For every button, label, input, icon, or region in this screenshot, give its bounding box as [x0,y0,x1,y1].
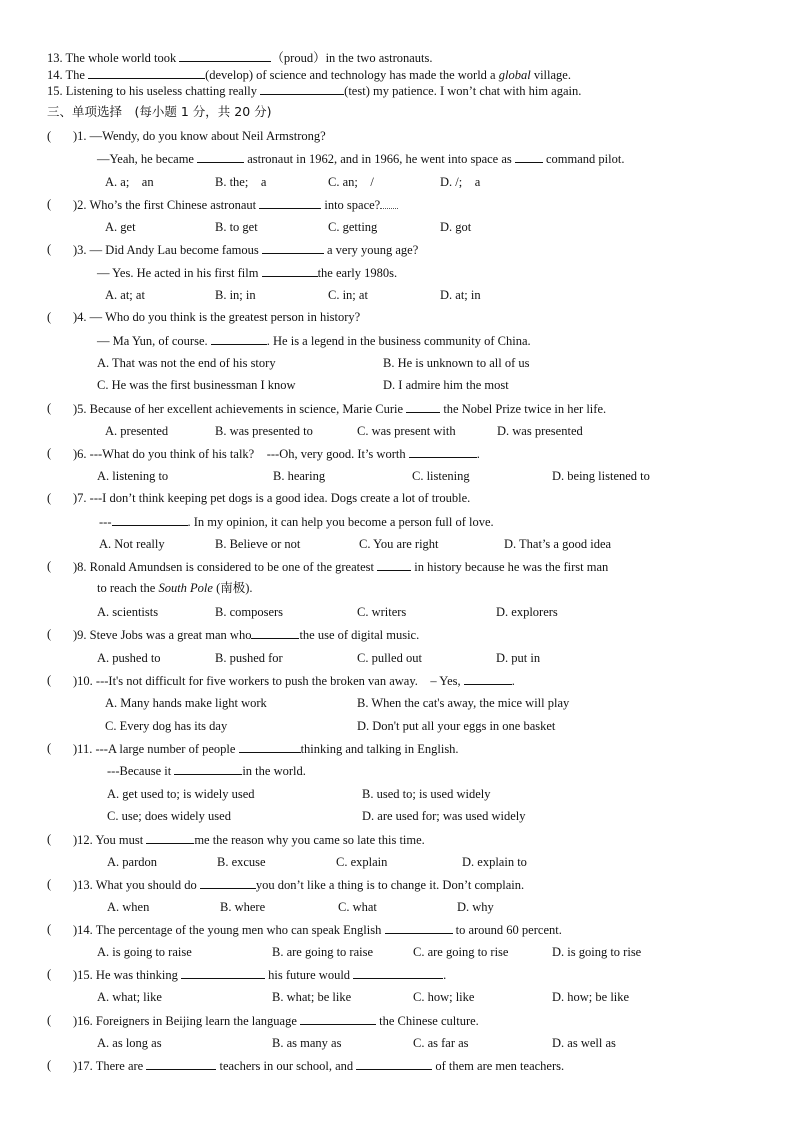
section-title: 三、单项选择 (每小题 1 分，共 20 分) [47,104,272,119]
option-a[interactable]: A. scientists [97,605,159,619]
question-8-line2 [97,580,253,596]
question-5 [73,400,606,417]
question-text: the Chinese culture. [379,1014,479,1028]
question-8 [73,558,608,575]
option-b[interactable]: B. where [220,900,266,914]
option-a[interactable]: A. presented [105,424,169,438]
question-text: . He is a legend in the business community of China. [266,334,531,348]
question-text: Ronald Amundsen is considered to be one of the greatest [89,560,374,574]
option-c[interactable]: C. as far as [413,1036,469,1050]
option-d[interactable]: D. is going to rise [552,945,642,959]
option-d[interactable]: D. why [457,900,494,914]
option-b[interactable]: B. excuse [217,855,266,869]
option-d[interactable]: D. being listened to [552,469,650,483]
option-c[interactable]: C. He was the first businessman I know [97,378,296,392]
option-a[interactable]: A. listening to [97,469,169,483]
answer-paren[interactable]: ( [47,242,52,256]
question-1-line2 [97,150,624,167]
option-a[interactable]: A. pardon [107,855,157,869]
question-17 [73,1057,564,1074]
dotted-mark [380,198,398,209]
option-d[interactable]: D. as well as [552,1036,616,1050]
answer-paren[interactable]: ( [47,491,52,505]
option-b[interactable]: B. as many as [272,1036,342,1050]
option-a[interactable]: A. when [107,900,150,914]
option-b[interactable]: B. was presented to [215,424,313,438]
answer-blank[interactable] [179,49,271,62]
option-c[interactable]: C. explain [336,855,388,869]
italic-term: South Pole [158,581,213,595]
item-number: 15. [47,84,63,98]
option-d[interactable]: D. got [440,220,472,234]
option-b[interactable]: B. are going to raise [272,945,374,959]
answer-paren[interactable]: ( [47,967,52,981]
answer-paren[interactable]: ( [47,922,52,936]
option-d[interactable]: D. explain to [462,855,527,869]
answer-paren[interactable]: ( [47,401,52,415]
question-text: of them are men teachers. [435,1059,565,1073]
option-c[interactable]: C. how; like [413,990,475,1004]
question-number: )17. [73,1059,93,1073]
question-text: — Ma Yun, of course. [97,334,208,348]
question-text: ---Because it [107,764,172,778]
question-text: . [476,447,480,461]
question-text: to reach the [97,581,156,595]
option-a[interactable]: A. is going to raise [97,945,192,959]
fill-line-15 [47,82,581,99]
option-b[interactable]: B. composers [215,605,284,619]
question-text: Steve Jobs was a great man who [89,628,252,642]
option-c[interactable]: C. Every dog has its day [105,719,228,733]
answer-blank[interactable] [259,196,321,209]
item-text: village. [533,68,571,82]
answer-blank[interactable] [262,241,324,254]
answer-paren[interactable]: ( [47,832,52,846]
question-number: )11. [73,742,93,756]
option-b[interactable]: B. what; be like [272,990,352,1004]
answer-blank[interactable] [112,513,188,526]
question-text: Who’s the first Chinese astronaut [89,198,257,212]
question-text: in history because he was the first man [414,560,609,574]
question-6 [73,445,480,462]
option-c[interactable]: C. You are right [359,537,439,551]
question-text: the Nobel Prize twice in her life. [443,402,607,416]
option-c[interactable]: C. an; / [328,175,374,189]
option-b[interactable]: B. used to; is used widely [362,787,491,801]
item-text: (test) my patience. I won’t chat with him again. [344,84,582,98]
option-a[interactable]: A. get [105,220,136,234]
option-d[interactable]: D. I admire him the most [383,378,509,392]
option-d[interactable]: D. how; be like [552,990,630,1004]
question-number: )12. [73,833,93,847]
answer-blank[interactable] [174,762,242,775]
option-c[interactable]: C. are going to rise [413,945,509,959]
question-text: (南极). [216,581,253,595]
option-a[interactable]: A. Many hands make light work [105,696,267,710]
question-text: --- [99,515,112,529]
answer-blank[interactable] [239,740,301,753]
question-text: . In my opinion, it can help you become a person full of love. [187,515,494,529]
question-text: astronaut in 1962, and in 1966, he went into space as [247,152,512,166]
answer-paren[interactable]: ( [47,310,52,324]
answer-blank[interactable] [197,150,244,163]
answer-blank[interactable] [356,1057,432,1070]
answer-blank[interactable] [353,966,443,979]
answer-blank[interactable] [260,82,344,95]
option-c[interactable]: C. getting [328,220,378,234]
question-15 [73,966,446,983]
item-text: （proud）in the two astronauts. [271,51,433,65]
answer-paren[interactable]: ( [47,129,52,143]
question-11-line2 [107,762,306,779]
option-c[interactable]: C. in; at [328,288,368,302]
answer-blank[interactable] [146,1057,216,1070]
question-number: )15. [73,968,93,982]
question-text: me the reason why you came so late this time. [194,833,425,847]
question-number: )10. [73,674,93,688]
option-a[interactable]: A. That was not the end of his story [97,356,276,370]
question-10 [73,672,515,689]
option-a[interactable]: A. pushed to [97,651,161,665]
option-d[interactable]: D. explorers [496,605,558,619]
answer-paren[interactable]: ( [47,627,52,641]
question-text: Foreigners in Beijing learn the language [95,1014,297,1028]
answer-blank[interactable] [88,66,205,79]
question-number: )16. [73,1014,93,1028]
question-text: —Wendy, do you know about Neil Armstrong? [89,129,326,143]
answer-blank[interactable] [251,626,299,639]
option-b[interactable]: B. in; in [215,288,256,302]
option-d[interactable]: D. was presented [497,424,583,438]
question-text: a very young age? [326,243,419,257]
question-text: in the world. [242,764,306,778]
option-b[interactable]: B. He is unknown to all of us [383,356,530,370]
question-number: )9. [73,628,87,642]
answer-paren[interactable]: ( [47,877,52,891]
question-number: )7. [73,491,87,505]
option-d[interactable]: D. /; a [440,175,481,189]
option-c[interactable]: C. listening [412,469,470,483]
question-text: There are [95,1059,144,1073]
question-text: — Yes. He acted in his first film [97,266,259,280]
question-text: the early 1980s. [317,266,398,280]
question-number: )4. [73,310,87,324]
question-12 [73,831,425,848]
option-b[interactable]: B. Believe or not [215,537,301,551]
question-number: )2. [73,198,87,212]
item-text: The whole world took [65,51,177,65]
answer-paren[interactable]: ( [47,1058,52,1072]
question-14 [73,921,562,938]
question-2 [73,196,398,213]
answer-blank[interactable] [262,264,318,277]
item-number: 13. [47,51,63,65]
question-number: )13. [73,878,93,892]
option-b[interactable]: B. hearing [273,469,326,483]
item-number: 14. [47,68,63,82]
question-3-line2 [97,264,397,281]
question-1 [73,128,326,144]
answer-blank[interactable] [200,876,256,889]
option-a[interactable]: A. get used to; is widely used [107,787,255,801]
option-b[interactable]: B. pushed for [215,651,283,665]
answer-paren[interactable]: ( [47,446,52,460]
question-text: teachers in our school, and [219,1059,354,1073]
question-text: command pilot. [546,152,625,166]
question-text: you don’t like a thing is to change it. Don’t complain. [255,878,525,892]
question-number: )1. [73,129,87,143]
question-text: ---A large number of people [95,742,236,756]
question-text: ---It's not difficult for five workers to push the broken van away. – Yes, [95,674,461,688]
question-text: thinking and talking in English. [300,742,459,756]
question-13 [73,876,524,893]
question-text: — Did Andy Lau become famous [89,243,259,257]
answer-blank[interactable] [181,966,265,979]
answer-paren[interactable]: ( [47,197,52,211]
answer-paren[interactable]: ( [47,741,52,755]
item-text: The [65,68,85,82]
fill-line-13 [47,49,433,66]
option-d[interactable]: D. at; in [440,288,481,302]
item-text: Listening to his useless chatting really [65,84,258,98]
question-7 [73,490,470,506]
question-text: He was thinking [95,968,178,982]
option-a[interactable]: A. a; an [105,175,154,189]
option-d[interactable]: D. Don't put all your eggs in one basket [357,719,556,733]
question-text: the use of digital music. [299,628,420,642]
question-text: . [511,674,515,688]
question-text: . [443,968,447,982]
question-text: to around 60 percent. [455,923,562,937]
option-c[interactable]: C. what [338,900,377,914]
option-a[interactable]: A. as long as [97,1036,162,1050]
question-text: Because of her excellent achievements in science, Marie Curie [89,402,404,416]
question-text: —Yeah, he became [97,152,194,166]
question-16 [73,1012,479,1029]
answer-blank[interactable] [146,831,194,844]
question-11 [73,740,459,757]
italic-word: global [498,68,531,82]
option-a[interactable]: A. Not really [99,537,165,551]
item-text: (develop) of science and technology has made the world a [205,68,496,82]
fill-line-14 [47,66,571,83]
question-number: )6. [73,447,87,461]
option-d[interactable]: D. put in [496,651,541,665]
option-c[interactable]: C. pulled out [357,651,422,665]
option-b[interactable]: B. to get [215,220,258,234]
answer-blank[interactable] [377,558,411,571]
option-b[interactable]: B. When the cat's away, the mice will play [357,696,570,710]
answer-blank[interactable] [409,445,477,458]
question-text: his future would [268,968,351,982]
answer-blank[interactable] [515,150,543,163]
answer-paren[interactable]: ( [47,559,52,573]
question-4 [73,309,360,325]
question-text: into space? [324,198,381,212]
question-text: ---I don’t think keeping pet dogs is a good idea. Dogs create a lot of trouble. [89,491,471,505]
option-d[interactable]: D. are used for; was used widely [362,809,526,823]
question-number: )14. [73,923,93,937]
question-text: — Who do you think is the greatest person in history? [89,310,361,324]
answer-paren[interactable]: ( [47,673,52,687]
question-4-line2 [97,332,531,349]
option-a[interactable]: A. at; at [105,288,145,302]
option-c[interactable]: C. was present with [357,424,456,438]
answer-blank[interactable] [385,921,453,934]
question-text: ---What do you think of his talk? ---Oh, very good. It’s worth [89,447,406,461]
answer-blank[interactable] [406,400,440,413]
question-text: You must [95,833,144,847]
question-number: )5. [73,402,87,416]
question-7-line2 [99,513,494,530]
option-a[interactable]: A. what; like [97,990,162,1004]
option-c[interactable]: C. use; does widely used [107,809,231,823]
answer-blank[interactable] [300,1012,376,1025]
answer-blank[interactable] [464,672,512,685]
option-c[interactable]: C. writers [357,605,407,619]
question-number: )3. [73,243,87,257]
option-d[interactable]: D. That’s a good idea [504,537,612,551]
answer-blank[interactable] [211,332,267,345]
question-3 [73,241,418,258]
question-text: The percentage of the young men who can speak English [95,923,382,937]
answer-paren[interactable]: ( [47,1013,52,1027]
question-text: What you should do [95,878,197,892]
question-number: )8. [73,560,87,574]
question-9 [73,626,419,643]
option-b[interactable]: B. the; a [215,175,267,189]
